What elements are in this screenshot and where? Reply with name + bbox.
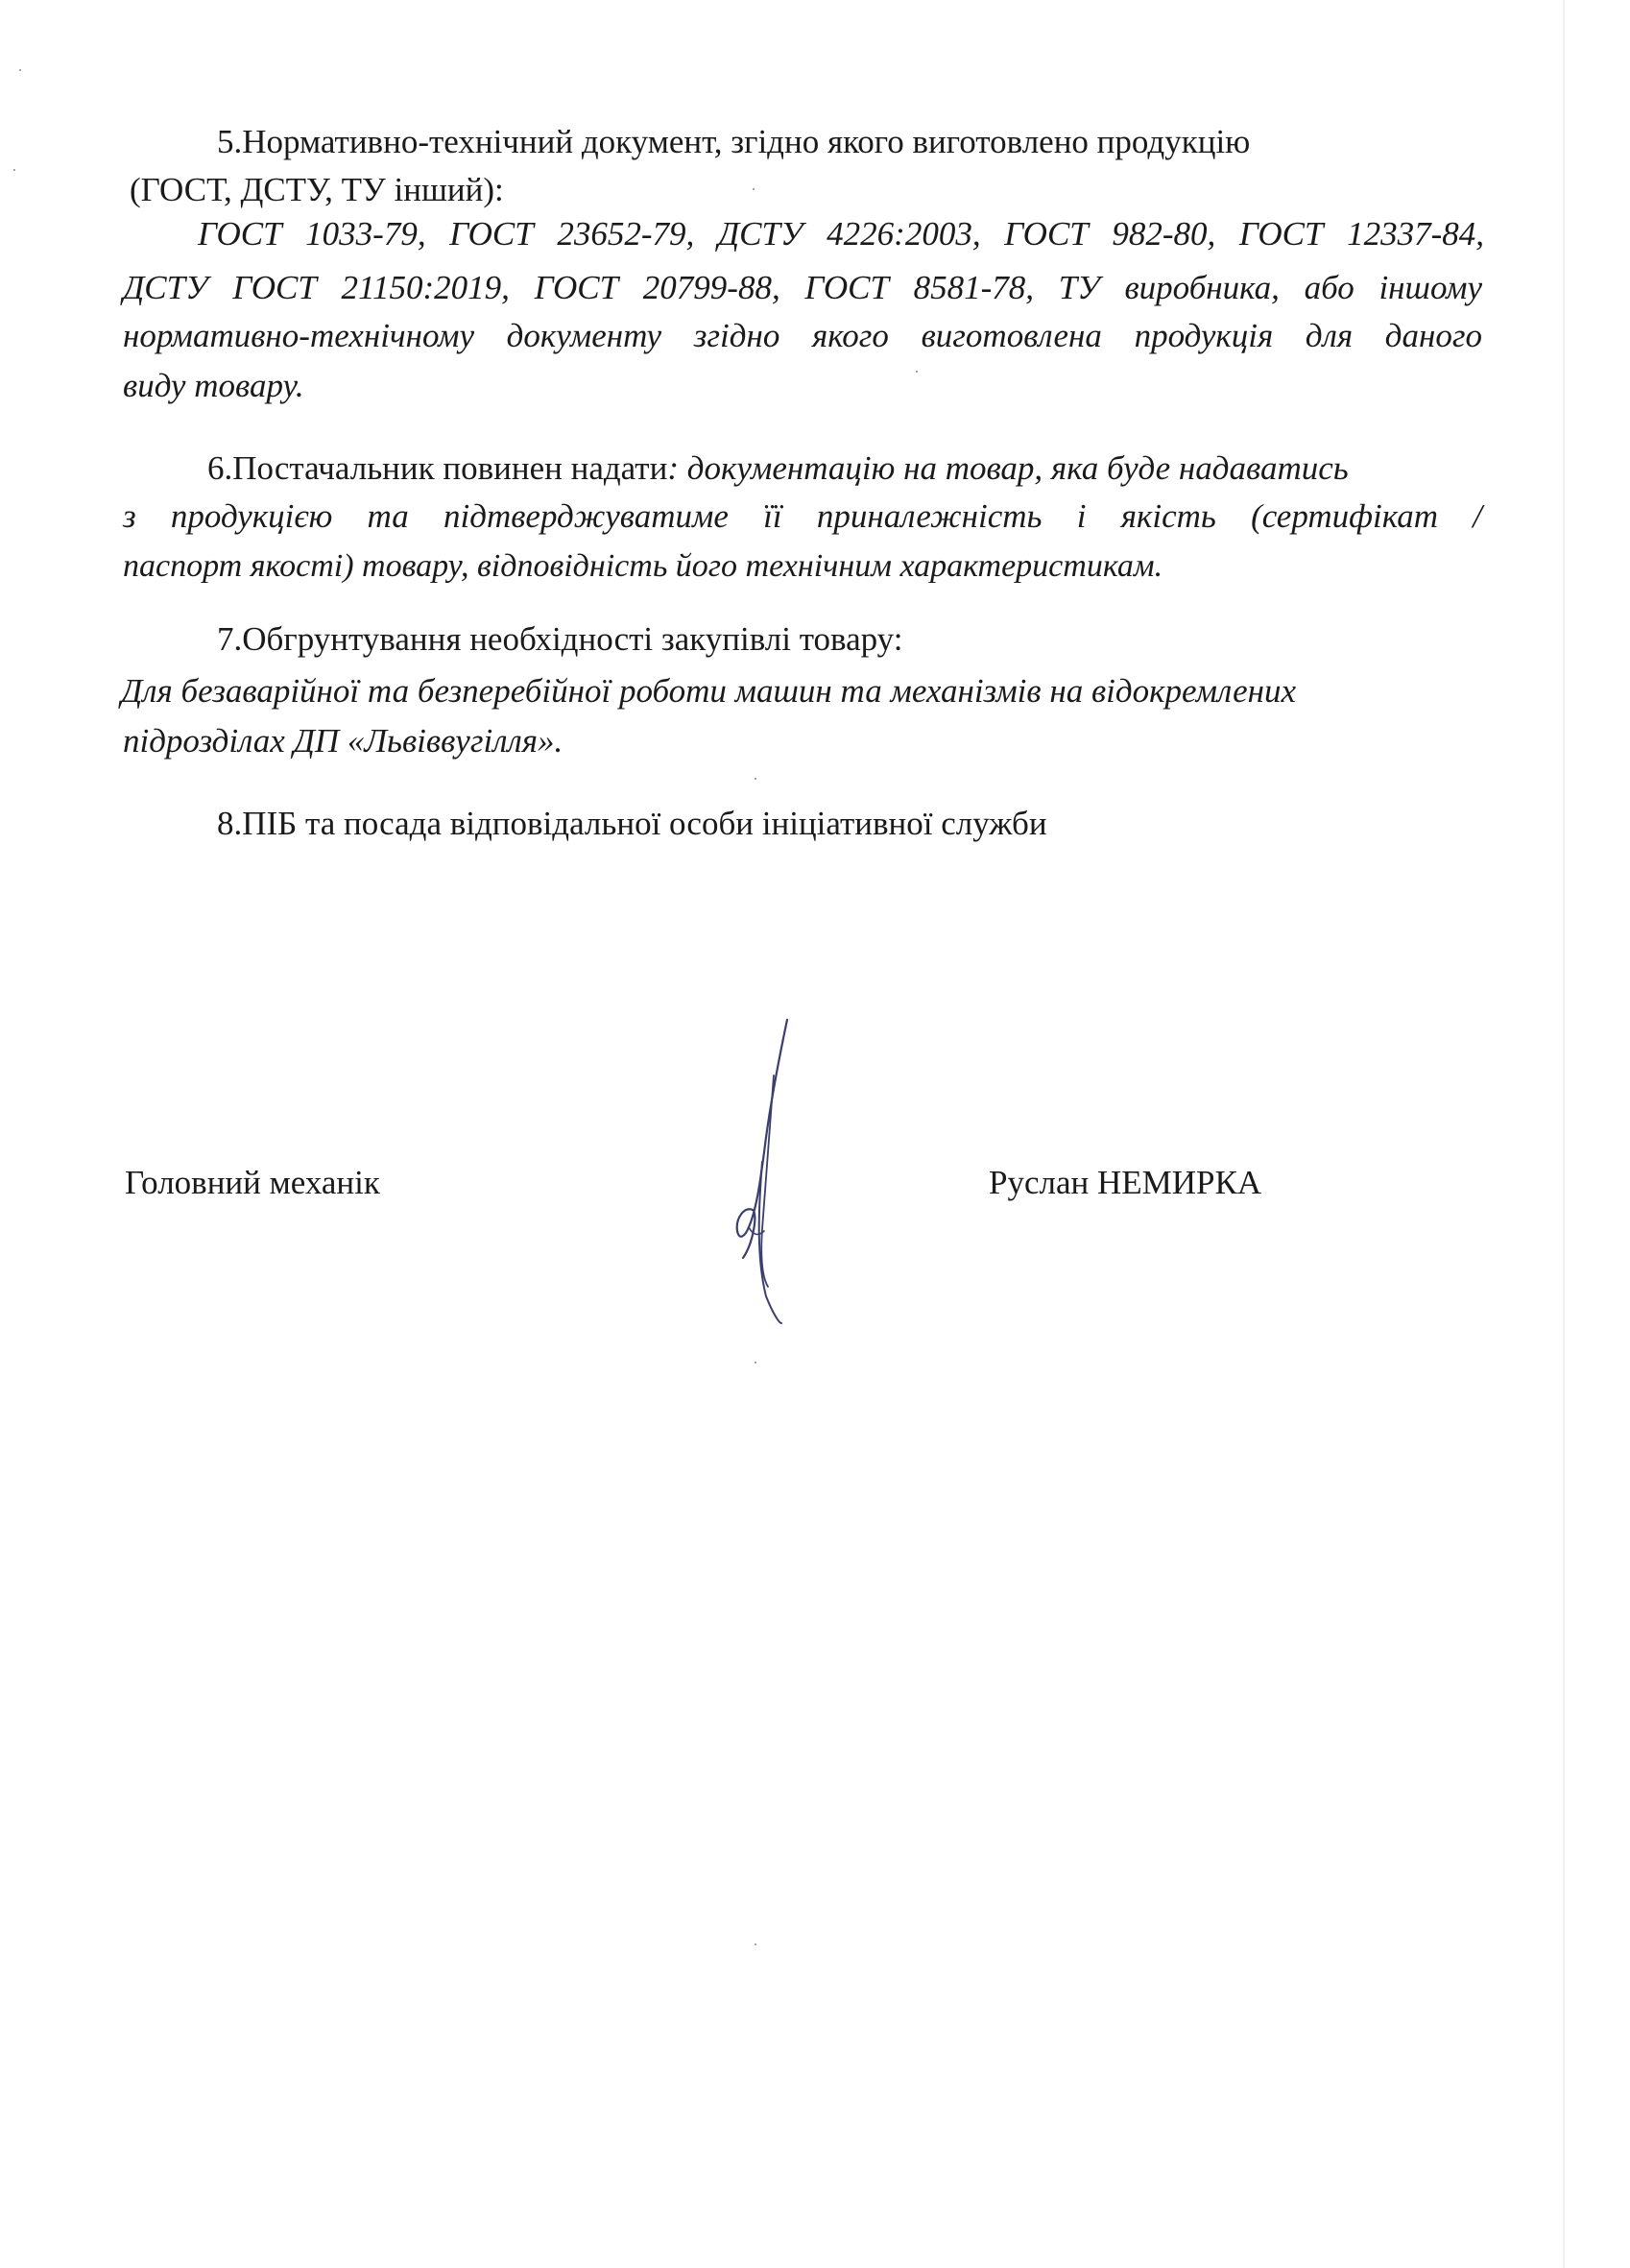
- section-5-heading-continued: (ГОСТ, ДСТУ, ТУ інший):: [130, 171, 504, 208]
- scan-edge: [1563, 0, 1565, 2268]
- section-6-line-2: з продукцією та підтверджуватиме її приналежність і якість (сертифікат /: [123, 497, 1482, 535]
- handwritten-signature: [720, 1018, 816, 1325]
- scan-speck: [755, 778, 756, 780]
- section-7-justification-line-1: Для безаварійної та безперебійної роботи машин та механізмів на відокремлених: [121, 672, 1297, 710]
- scan-speck: [755, 1943, 756, 1945]
- scan-speck: [755, 1362, 756, 1363]
- section-5-standards-line-4: виду товару.: [123, 367, 304, 404]
- scan-speck: [13, 169, 15, 171]
- section-6-heading: 6.Постачальник повинен надати: [207, 449, 668, 487]
- signatory-name: Руслан НЕМИРКА: [989, 1164, 1262, 1201]
- section-5-standards-line-1: ГОСТ 1033-79, ГОСТ 23652-79, ДСТУ 4226:2003, ГОСТ 982-80, ГОСТ 12337-84,: [198, 215, 1484, 253]
- section-8-heading: 8.ПІБ та посада відповідальної особи ініціативної служби: [217, 805, 1047, 842]
- section-7-justification-line-2: підрозділах ДП «Львіввугілля».: [123, 722, 563, 760]
- signatory-position: Головний механік: [125, 1164, 380, 1201]
- scan-speck: [916, 371, 918, 373]
- section-5-standards-line-3: нормативно-технічному документу згідно якого виготовлена продукція для даного: [123, 317, 1482, 354]
- section-5-heading: 5.Нормативно-технічний документ, згідно якого виготовлено продукцію: [217, 123, 1251, 160]
- section-6-requirement: : документацію на товар, яка буде надаватись: [667, 449, 1349, 487]
- section-5-standards-line-2: ДСТУ ГОСТ 21150:2019, ГОСТ 20799-88, ГОСТ 8581-78, ТУ виробника, або іншому: [123, 269, 1482, 306]
- section-6-line-1: [207, 449, 1349, 488]
- scan-speck: [753, 188, 755, 190]
- section-7-heading: 7.Обгрунтування необхідності закупівлі товару:: [217, 620, 903, 658]
- scan-speck: [19, 69, 21, 71]
- section-6-line-3: паспорт якості) товару, відповідність його технічним характеристикам.: [123, 548, 1163, 584]
